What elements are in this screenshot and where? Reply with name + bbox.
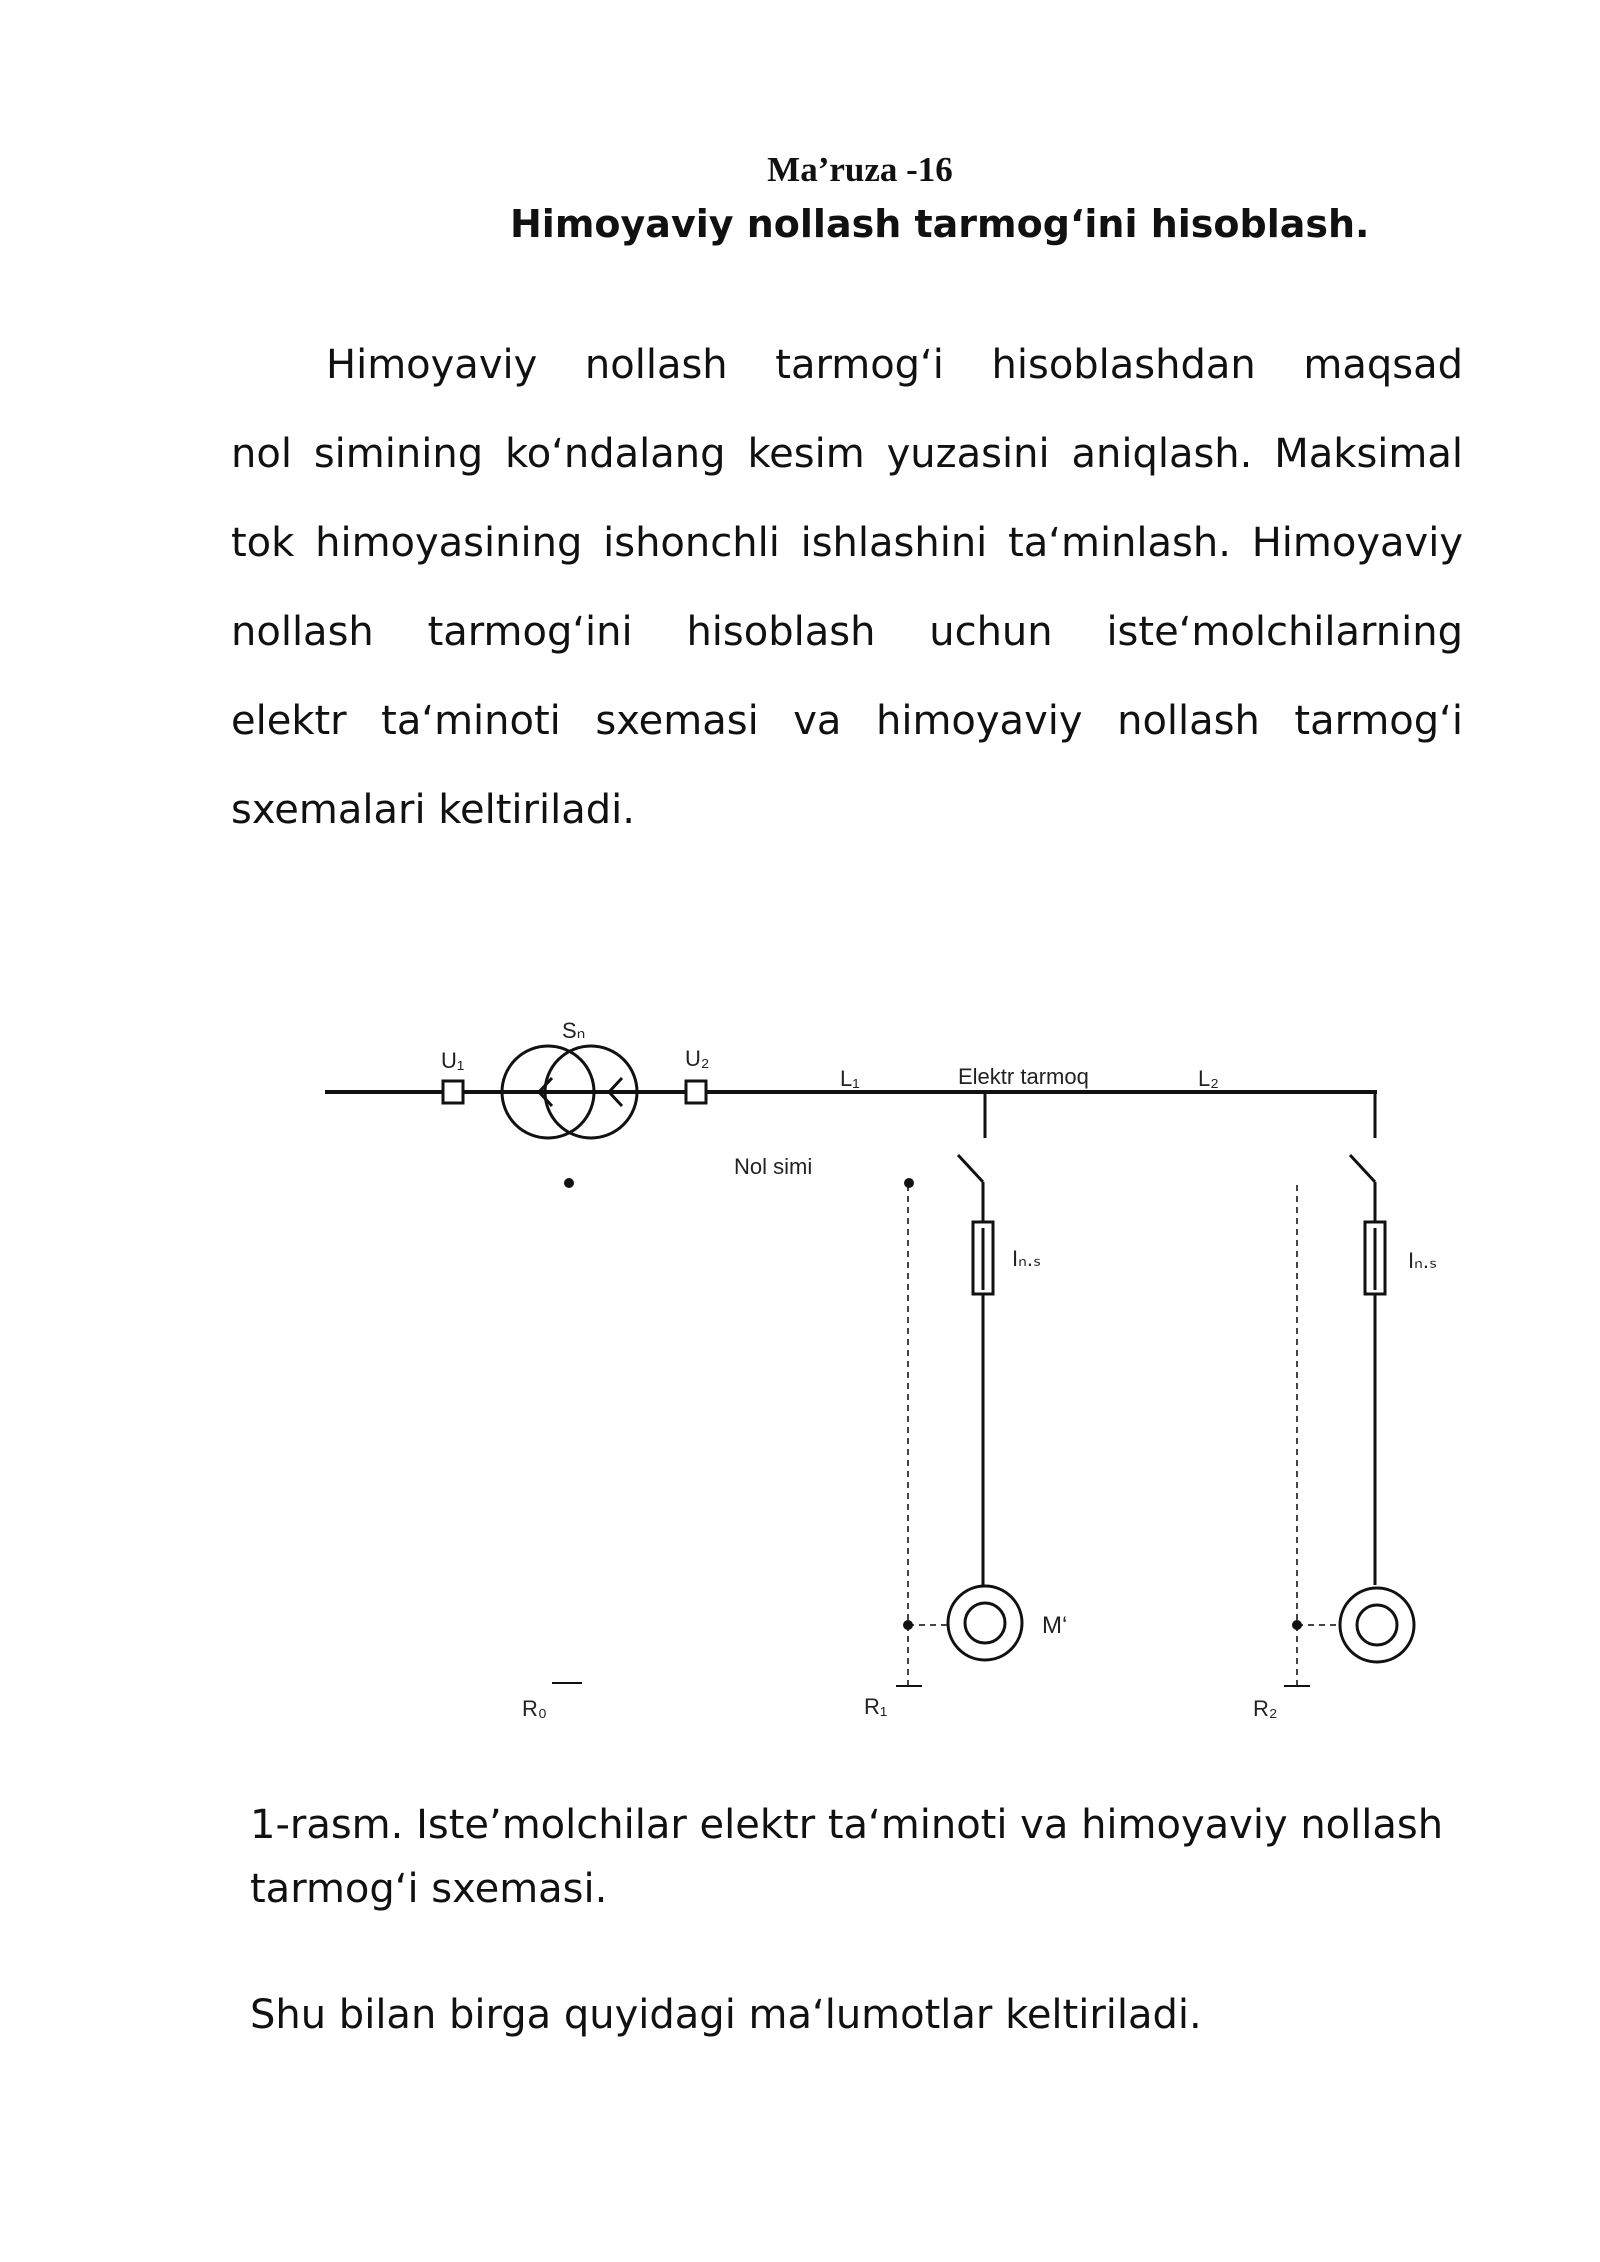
label-network: Elektr tarmoq [958,1064,1089,1089]
lecture-number: Ma’ruza -16 [767,150,953,189]
u1-block [443,1081,463,1103]
label-l2: L₂ [1198,1066,1219,1091]
switch-blade-1 [958,1155,983,1182]
label-sn: Sₙ [562,1018,586,1043]
paragraph-line: nollash tarmog‘ini hisoblash uchun iste‘molchilarning [231,609,1463,655]
label-u1: U₁ [441,1048,465,1073]
figure-caption-line2: tarmog‘i sxemasi. [250,1866,608,1912]
page-title: Himoyaviy nollash tarmog‘ini hisoblash. [510,202,1370,246]
label-r0: R₀ [522,1696,548,1721]
node-transformer [564,1178,574,1188]
motor-1-icon [948,1586,1022,1660]
figure-caption-line1: 1-rasm. Iste’molchilar elektr ta‘minoti va himoyaviy nollash [250,1802,1444,1848]
node-r1-top [904,1178,914,1188]
closing-text: Shu bilan birga quyidagi ma‘lumotlar keltiriladi. [250,1992,1202,2038]
label-motor: M‘ [1042,1612,1068,1639]
paragraph-line: tok himoyasining ishonchli ishlashini ta‘minlash. Himoyaviy [231,520,1463,566]
paragraph-line: elektr ta‘minoti sxemasi va himoyaviy nollash tarmog‘i [231,698,1463,744]
branch-1 [948,1155,1022,1660]
motor-2-icon [1340,1588,1414,1662]
node-r2-bottom [1292,1620,1302,1630]
branch-2 [1340,1155,1414,1662]
paragraph-line: Himoyaviy nollash tarmog‘i hisoblashdan maqsad [326,342,1463,388]
u2-block [686,1081,706,1103]
paragraph-line: sxemalari keltiriladi. [231,787,635,833]
node-r1-bottom [903,1620,913,1630]
label-neutral: Nol simi [734,1154,813,1179]
label-r2: R₂ [1253,1696,1278,1721]
switch-blade-2 [1350,1155,1375,1182]
paragraph-line: nol simining ko‘ndalang kesim yuzasini aniqlash. Maksimal [231,431,1463,477]
label-r1: R₁ [864,1694,888,1719]
label-l1: L₁ [840,1066,860,1091]
label-ins-2: Iₙ.ₛ [1408,1248,1438,1273]
label-u2: U₂ [685,1046,710,1071]
label-ins-1: Iₙ.ₛ [1012,1246,1042,1271]
